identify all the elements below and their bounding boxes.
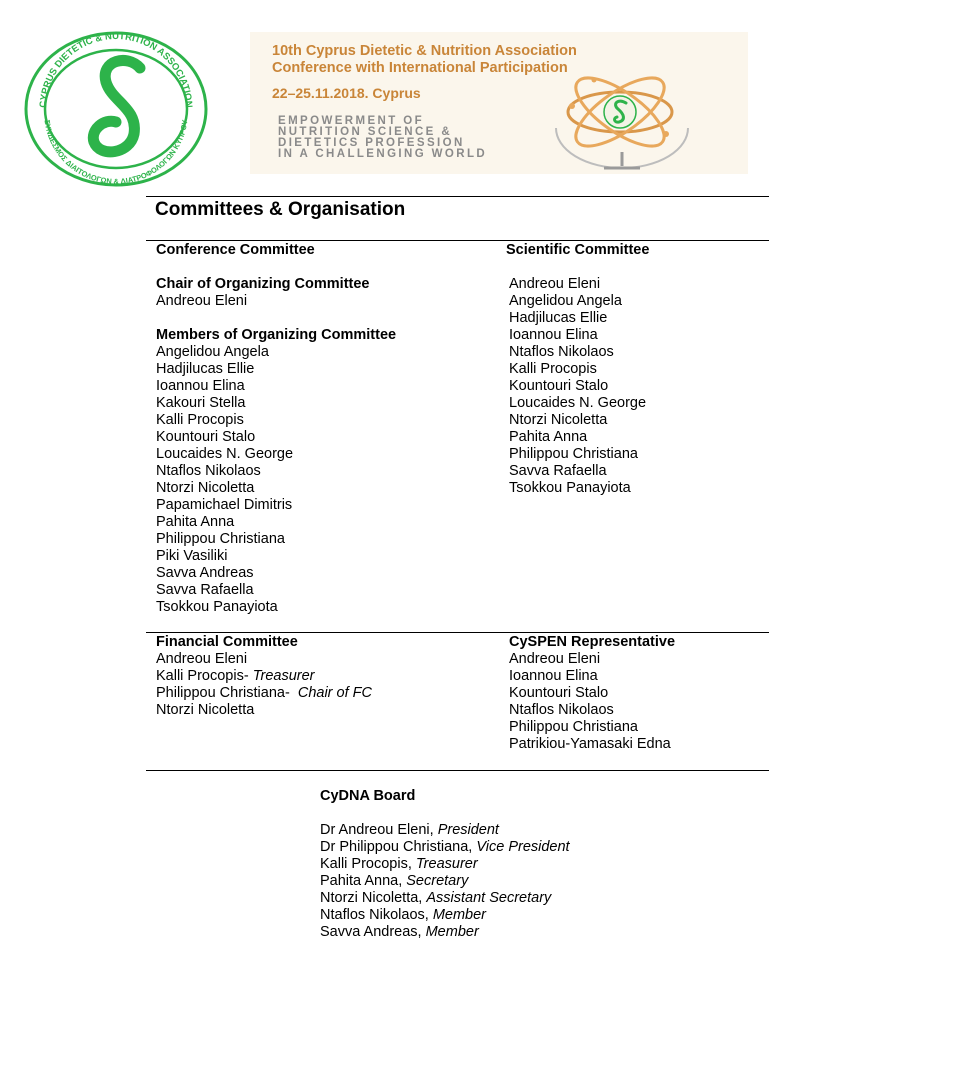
cyspen-heading: CySPEN Representative [509,634,676,650]
list-item: Dr Philippou Christiana, Vice President [320,839,570,855]
list-item: Savva Andreas, Member [320,924,479,940]
financial-members-list [156,651,372,719]
list-item: Ntaflos Nikolaos [156,463,261,479]
motto-line: NUTRITION SCIENCE & [278,126,453,138]
chair-name: Andreou Eleni [156,293,248,309]
list-item: Angelidou Angela [509,293,622,309]
list-item: Pahita Anna [509,429,588,445]
conference-committee-heading: Conference Committee [156,242,315,258]
list-item: Hadjilucas Ellie [156,361,255,377]
logo-ring-text-top: CYPRUS DIETETIC & NUTRITION ASSOCIATION [37,30,195,109]
list-item: Papamichael Dimitris [156,497,293,513]
list-item: Ntorzi Nicoletta [156,480,255,496]
list-item: Kalli Procopis [156,412,244,428]
list-item: Ioannou Elina [509,668,598,684]
list-item: Kakouri Stella [156,395,246,411]
list-item: Ntorzi Nicoletta, Assistant Secretary [320,890,552,906]
motto-line: IN A CHALLENGING WORLD [278,148,488,160]
list-item: Savva Andreas [156,565,254,581]
divider [146,632,769,633]
list-item: Ioannou Elina [156,378,245,394]
logo-ring-text-bottom: ΣΥΝΔΕΣΜΟΣ ΔΙΑΙΤΟΛΟΓΩΝ & ΔΙΑΤΡΟΦΟΛΟΓΩΝ ΚΥΠΡΟΥ [42,119,190,187]
banner-motto [278,116,487,160]
list-item: Pahita Anna, Secretary [320,873,469,889]
motto-line: DIETETICS PROFESSION [278,137,465,149]
list-item: Savva Rafaella [156,582,254,598]
list-item: Tsokkou Panayiota [156,599,278,615]
list-item: Hadjilucas Ellie [509,310,608,326]
list-item: Ntaflos Nikolaos, Member [320,907,487,923]
list-item: Dr Andreou Eleni, President [320,822,499,838]
list-item: Piki Vasiliki [156,548,228,564]
divider [146,770,769,771]
list-item: Kountouri Stalo [509,378,609,394]
list-item: Philippou Christiana [156,531,285,547]
list-item: Kountouri Stalo [509,685,609,701]
scientific-committee-heading: Scientific Committee [506,242,650,258]
list-item: Kalli Procopis, Treasurer [320,856,478,872]
conference-banner [250,32,748,174]
chair-heading: Chair of Organizing Committee [156,276,370,292]
cyspen-members-list [509,651,671,753]
list-item: Andreou Eleni [509,276,601,292]
motto-line: EMPOWERMENT OF [278,115,425,127]
board-heading: CyDNA Board [320,788,416,804]
list-item: Ntorzi Nicoletta [509,412,608,428]
list-item: Ntaflos Nikolaos [509,702,614,718]
list-item: Patrikiou-Yamasaki Edna [509,736,671,752]
board-members-list [320,822,570,941]
divider [146,240,769,241]
list-item: Philippou Christiana- Chair of FC [156,685,372,701]
page-title: Committees & Organisation [155,199,406,220]
list-item: Tsokkou Panayiota [509,480,631,496]
organizing-members-list [156,344,293,616]
list-item: Loucaides N. George [156,446,294,462]
list-item: Ioannou Elina [509,327,598,343]
members-heading: Members of Organizing Committee [156,327,397,343]
list-item: Savva Rafaella [509,463,607,479]
list-item: Kalli Procopis- Treasurer [156,668,315,684]
list-item: Andreou Eleni [509,651,601,667]
list-item: Philippou Christiana [509,446,638,462]
list-item: Angelidou Angela [156,344,269,360]
association-logo [22,30,210,188]
list-item: Ntaflos Nikolaos [509,344,614,360]
list-item: Philippou Christiana [509,719,638,735]
banner-title-line1: 10th Cyprus Dietetic & Nutrition Association [272,43,577,59]
list-item: Pahita Anna [156,514,235,530]
scientific-members-list [509,276,646,497]
list-item: Andreou Eleni [156,651,248,667]
banner-date: 22–25.11.2018. Cyprus [272,85,421,101]
list-item: Ntorzi Nicoletta [156,702,255,718]
list-item: Loucaides N. George [509,395,647,411]
banner-title [272,43,577,77]
list-item: Kountouri Stalo [156,429,256,445]
divider [146,196,769,197]
atom-globe-icon [532,76,710,174]
list-item: Kalli Procopis [509,361,597,377]
financial-committee-heading: Financial Committee [156,634,298,650]
banner-title-line2: Conference with International Participation [272,60,568,76]
